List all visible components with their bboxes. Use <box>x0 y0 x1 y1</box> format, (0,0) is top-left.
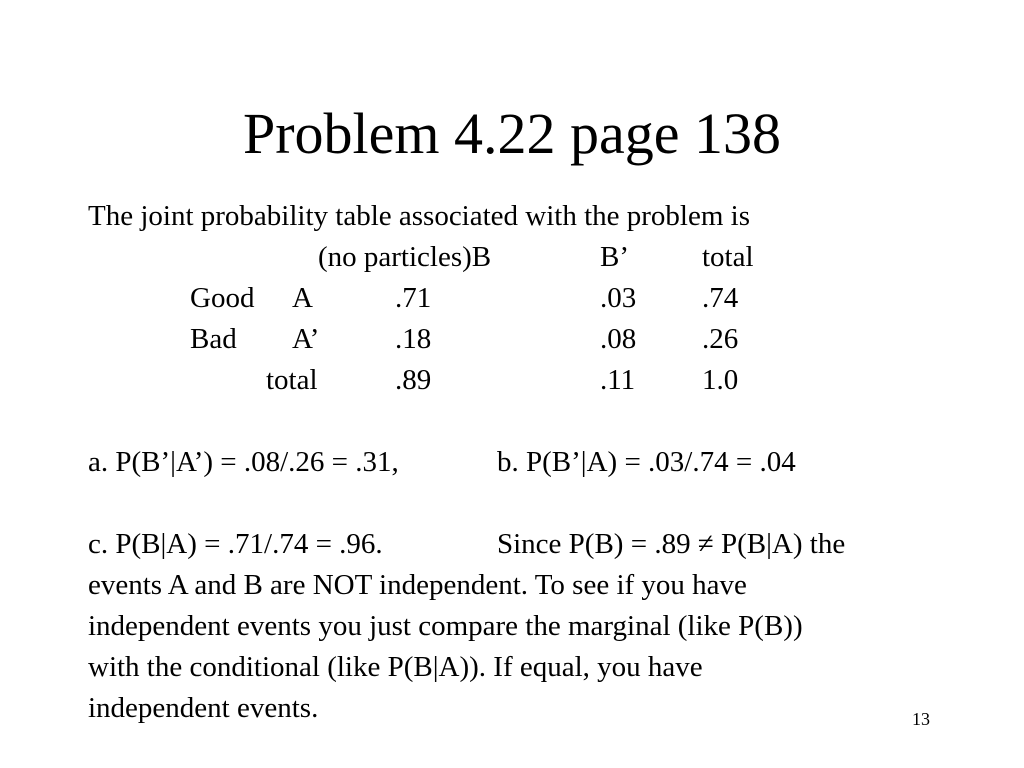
row-bad-label: Bad <box>190 323 237 355</box>
explanation-line: independent events. <box>88 692 319 724</box>
row-good-b: .71 <box>395 282 432 314</box>
row-total-total: 1.0 <box>702 364 739 396</box>
row-total-b: .89 <box>395 364 432 396</box>
row-bad-event: A’ <box>292 323 320 355</box>
part-a-text: a. P(B’|A’) = .08/.26 = .31, <box>88 446 399 478</box>
part-c-text: c. P(B|A) = .71/.74 = .96. <box>88 528 383 560</box>
row-good-b-prime: .03 <box>600 282 637 314</box>
page-number: 13 <box>912 709 930 729</box>
header-b: (no particles)B <box>318 241 492 273</box>
row-good-total: .74 <box>702 282 739 314</box>
explanation-line: independent events you just compare the marginal (like P(B)) <box>88 610 803 642</box>
explanation-line: events A and B are NOT independent. To see if you have <box>88 569 747 601</box>
row-good-event: A <box>292 282 313 314</box>
row-total-label: total <box>266 364 318 396</box>
explanation-line: with the conditional (like P(B|A)). If equal, you have <box>88 651 703 683</box>
header-b-prime: B’ <box>600 241 629 273</box>
header-total: total <box>702 241 754 273</box>
row-good-label: Good <box>190 282 255 314</box>
since-clause-text: Since P(B) = .89 ≠ P(B|A) the <box>497 528 846 560</box>
part-b-text: b. P(B’|A) = .03/.74 = .04 <box>497 446 796 478</box>
row-total-b-prime: .11 <box>600 364 636 396</box>
row-bad-total: .26 <box>702 323 739 355</box>
row-bad-b: .18 <box>395 323 432 355</box>
intro-text: The joint probability table associated with the problem is <box>88 200 751 232</box>
row-bad-b-prime: .08 <box>600 323 637 355</box>
slide-title: Problem 4.22 page 138 <box>242 101 782 166</box>
